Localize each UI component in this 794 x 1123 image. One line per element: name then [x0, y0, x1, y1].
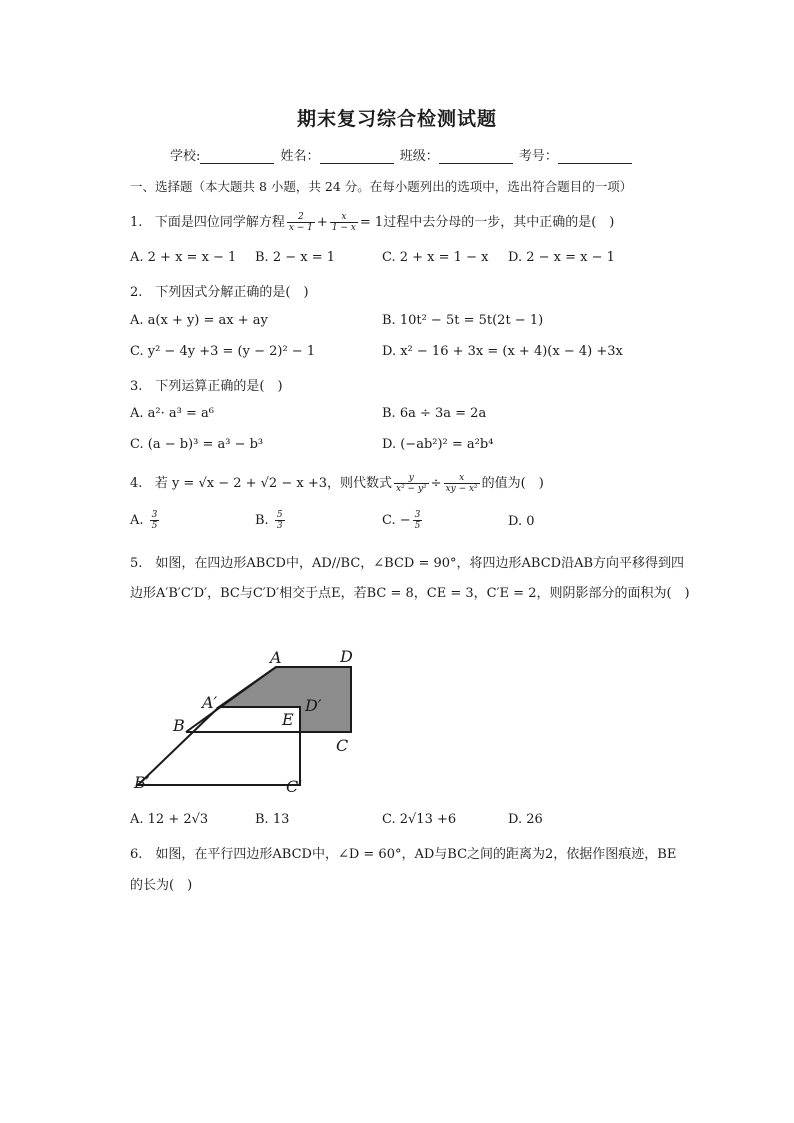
option-b[interactable]: B. 13 [255, 812, 290, 827]
option-d[interactable]: D. (−ab²)² = a²b⁴ [382, 437, 494, 452]
fraction: $\frac{x}{\text{xy − x²}}$ [445, 473, 478, 494]
option-d[interactable]: D. 2 − x = x − 1 [508, 250, 615, 265]
label-c: C [336, 736, 349, 755]
option-a[interactable]: A. 2 + x = x − 1 [130, 250, 237, 265]
question-number: 1. [130, 215, 143, 230]
option-d[interactable]: D. 0 [508, 514, 535, 529]
question-3-stem: 3. 下列运算正确的是( ) [130, 379, 283, 394]
question-text: 过程中去分母的一步，其中正确的是( ) [383, 215, 615, 230]
label-b: B [173, 716, 185, 735]
label-a: A [270, 648, 282, 667]
option-b[interactable]: B. 6a ÷ 3a = 2a [382, 406, 487, 421]
question-1-stem: 1. 下面是四位同学解方程 $\frac{2}{x - 1}$ + $\frac{x}{1 - x}$ = 1过程中去分母的一步，其中正确的是( ) [130, 212, 615, 233]
quadrilateral-translated [138, 707, 300, 785]
question-5-line2: 边形A′B′C′D′，BC与C′D′相交于点E，若BC = 8，CE = 3，C′E = 2，则阴影部分的面积为( ) [130, 586, 690, 601]
label-e: E [282, 710, 294, 729]
option-d[interactable]: D. x² − 16 + 3x = (x + 4)(x − 4) +3x [382, 344, 623, 359]
option-d[interactable]: D. 26 [508, 812, 543, 827]
label-d: D [340, 647, 353, 666]
name-blank[interactable] [320, 149, 394, 164]
question-6-line2: 的长为( ) [130, 878, 193, 893]
question-text: 的值为( ) [481, 476, 544, 491]
option-a[interactable]: A. a²· a³ = a⁶ [130, 406, 214, 421]
option-a[interactable]: A. 12 + 2√3 [130, 812, 209, 827]
question-2-stem: 2. 下列因式分解正确的是( ) [130, 285, 309, 300]
option-c[interactable]: C. y² − 4y +3 = (y − 2)² − 1 [130, 344, 316, 359]
label-c-prime: C′ [286, 777, 302, 796]
number-blank[interactable] [558, 149, 632, 164]
option-b[interactable]: B. 2 − x = 1 [255, 250, 336, 265]
student-info-line [170, 145, 634, 164]
label-a-prime: A′ [202, 693, 218, 712]
school-blank[interactable] [200, 149, 274, 164]
option-c[interactable]: C. − $\frac{3}{5}$ [382, 510, 421, 531]
section-heading: 一、选择题（本大题共 8 小题，共 24 分。在每小题列出的选项中，选出符合题目的一项） [130, 179, 633, 194]
number-label: 考号： [518, 149, 558, 164]
name-label: 姓名： [280, 149, 320, 164]
option-b[interactable]: B. 10t² − 5t = 5t(2t − 1) [382, 313, 544, 328]
fraction: $\frac{y}{\text{x² − y²}}$ [396, 473, 427, 494]
class-blank[interactable] [439, 149, 513, 164]
page-title: 期末复习综合检测试题 [296, 108, 497, 130]
fraction: $\frac{x}{1 - x}$ [331, 212, 356, 233]
school-label: 学校: [170, 149, 201, 164]
option-c[interactable]: C. (a − b)³ = a³ − b³ [130, 437, 264, 452]
option-c[interactable]: C. 2 + x = 1 − x [382, 250, 489, 265]
option-c[interactable]: C. 2√13 +6 [382, 812, 457, 827]
option-a[interactable]: A. $\frac{3}{5}$ [130, 510, 158, 531]
question-text: 下面是四位同学解方程 [154, 215, 285, 230]
question-4-stem: 4. 若 y = √x − 2 + √2 − x +3，则代数式 $\frac{y}{\text{x² − y²}}$ ÷ $\frac{x}{\text{xy − x²}}$ 的值为( ) [130, 473, 544, 494]
label-b-prime: B′ [134, 773, 150, 792]
question-6-line1: 6. 如图，在平行四边形ABCD中，∠D = 60°，AD与BC之间的距离为2，依据作图痕迹，BE [130, 847, 677, 862]
question-text: 若 y = √x − 2 + √2 − x +3，则代数式 [154, 476, 392, 491]
label-d-prime: D′ [305, 696, 322, 715]
geometry-figure [128, 645, 368, 800]
option-a[interactable]: A. a(x + y) = ax + ay [130, 313, 268, 328]
question-5-line1: 5. 如图，在四边形ABCD中，AD//BC，∠BCD = 90°，将四边形ABCD沿AB方向平移得到四 [130, 556, 685, 571]
class-label: 班级： [399, 149, 439, 164]
option-b[interactable]: B. $\frac{5}{3}$ [255, 510, 283, 531]
fraction: $\frac{2}{x - 1}$ [288, 212, 313, 233]
